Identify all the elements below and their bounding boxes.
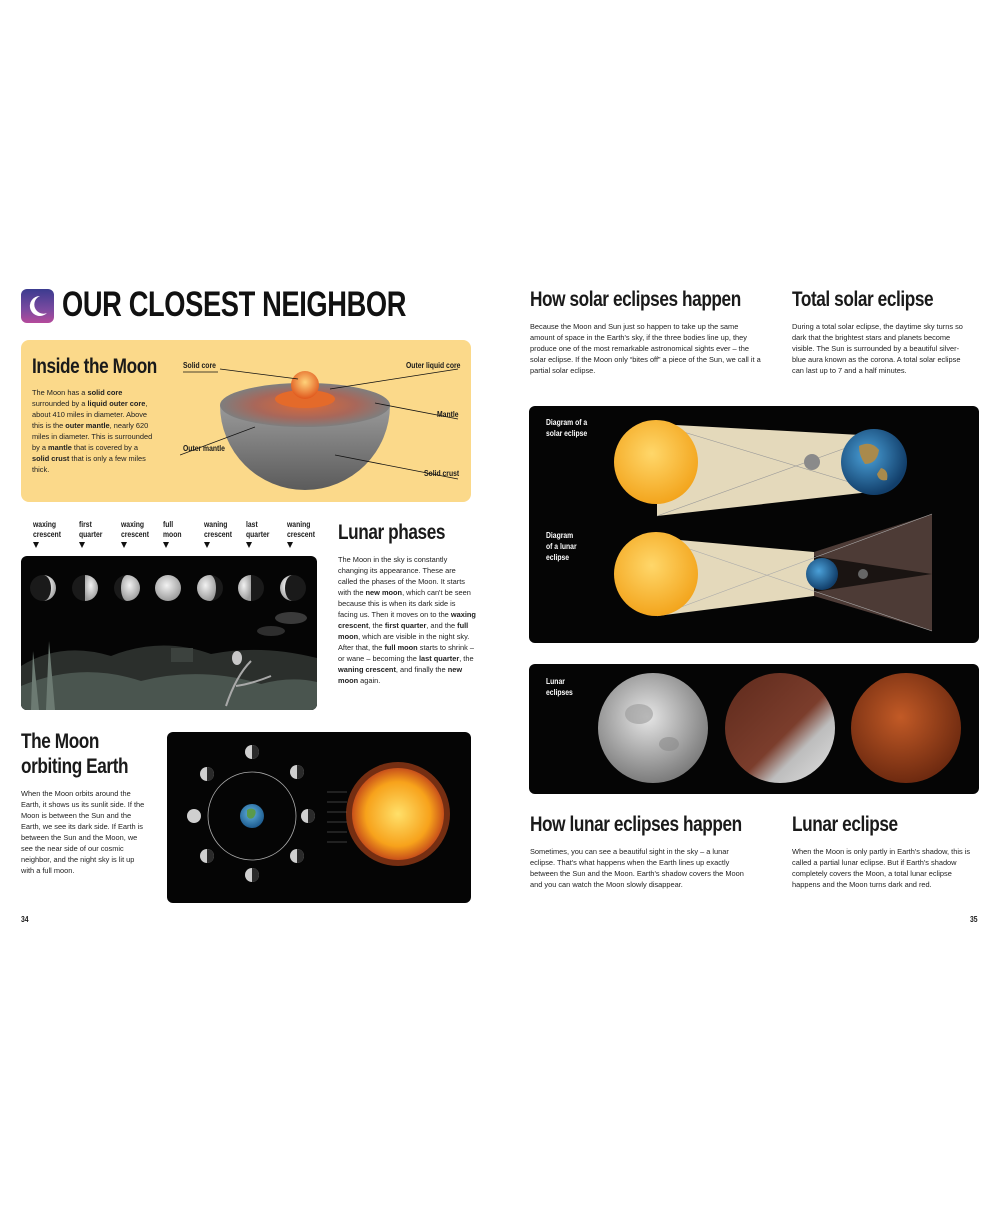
phase-label-item: full moon <box>163 520 185 548</box>
page-number-left: 34 <box>21 915 29 924</box>
label-outer-mantle: Outer mantle <box>183 444 225 453</box>
phase-label-item: waning crescent <box>204 520 237 548</box>
eclipse-diagram-illustration <box>529 406 979 643</box>
arrow-down-icon <box>121 542 127 548</box>
phase-label-item: first quarter <box>79 520 107 548</box>
moon-shape <box>804 454 820 470</box>
title-icon <box>21 289 54 323</box>
phase-label-item: last quarter <box>246 520 274 548</box>
label-outer-liquid-core: Outer liquid core <box>406 361 461 370</box>
inside-moon-heading: Inside the Moon <box>32 355 157 378</box>
arrow-down-icon <box>204 542 210 548</box>
lunar-eclipses-panel <box>529 664 979 794</box>
moon-core-shape <box>291 371 319 399</box>
label-solid-core: Solid core <box>183 361 216 370</box>
solar-diagram-label: Diagram of a solar eclipse <box>546 418 588 438</box>
lunar-eclipses-label: Lunar eclipses <box>546 677 573 697</box>
orbit-illustration <box>167 732 471 903</box>
lunar-how-text: Sometimes, you can see a beautiful sight in the sky – a lunar eclipse. That's what happens when the Earth lines up exactly between the Sun and the Moon. Earth's shadow covers the Moon and you can watch the Moon slowly disappear. <box>530 847 744 889</box>
lunar-phases-text: The Moon in the sky is constantly changing its appearance. These are called the phases of the Moon. It starts with the new moon, which can't be seen because this is when its dark side is facing us. Then it moves on to the waxing crescent, the first quarter, and the full moon, which are visible in the night sky. After that, the full moon starts to shrink – or wane – becoming the last quarter, the waning crescent, and finally the new moon again. <box>338 555 476 685</box>
page-number-right: 35 <box>970 915 978 924</box>
page-title: OUR CLOSEST NEIGHBOR <box>62 285 407 324</box>
earth-shape <box>841 429 907 495</box>
phase-moons <box>30 575 306 601</box>
arrow-down-icon <box>163 542 169 548</box>
arrow-down-icon <box>246 542 252 548</box>
label-mantle: Mantle <box>437 410 459 419</box>
inside-moon-text: The Moon has a solid core surrounded by a liquid outer core, about 410 miles in diameter. Above this is the outer mantle, nearly 620 miles in diameter. This is surrounded by a mantle that is covered by a solid crust that is only a few miles thick. <box>32 388 153 474</box>
phase-label-item: waxing crescent <box>121 520 154 548</box>
sun-shape <box>614 532 698 616</box>
lunar-phases-heading: Lunar phases <box>338 521 446 544</box>
phase-label-item: waning crescent <box>287 520 320 548</box>
crescent-moon-icon <box>21 289 54 323</box>
total-eclipse-moon-shape <box>851 673 961 783</box>
phase-labels-row <box>33 520 323 552</box>
orbit-text: When the Moon orbits around the Earth, it shows us its sunlit side. If the Moon is between the Sun and the Earth, we see its dark side. If Earth is between the Sun and the Moon, we see the near side of our cosmic neighbor, and the night sky is lit up with a full moon. <box>21 789 145 875</box>
eclipse-diagram-panel <box>529 406 979 643</box>
owl-shape <box>232 651 242 665</box>
arrow-down-icon <box>33 542 39 548</box>
orbit-panel <box>167 732 471 903</box>
earth-shape <box>806 558 838 590</box>
solar-how-heading: How solar eclipses happen <box>530 288 741 311</box>
lunar-eclipses-illustration <box>529 664 979 794</box>
lunar-diagram-label: Diagram of a lunar eclipse <box>546 531 577 562</box>
lunar-eclipse-heading: Lunar eclipse <box>792 813 898 836</box>
lunar-how-heading: How lunar eclipses happen <box>530 813 742 836</box>
orbit-heading-line2: orbiting Earth <box>21 755 129 778</box>
phase-label-item: waxing crescent <box>33 520 66 548</box>
lunar-eclipse-text: When the Moon is only partly in Earth's shadow, this is called a partial lunar eclipse. But if Earth's shadow completely covers the Moon, a total lunar eclipse happens and the Moon turns dark and red. <box>792 847 971 889</box>
moon-shape <box>858 569 868 579</box>
arrow-down-icon <box>287 542 293 548</box>
total-solar-heading: Total solar eclipse <box>792 288 934 311</box>
sun-shape <box>352 768 444 860</box>
moon-cross-section-illustration <box>180 355 465 495</box>
moon-phases-illustration <box>21 556 317 710</box>
orbit-heading-line1: The Moon <box>21 730 100 753</box>
sun-shape <box>614 420 698 504</box>
arrow-down-icon <box>79 542 85 548</box>
partial-eclipse-moon-shape <box>725 673 835 783</box>
solar-how-text: Because the Moon and Sun just so happen to take up the same amount of space in the Earth's sky, if the three bodies line up, they produce one of the most remarkable astronomical sights ever – the solar eclipse. If the Moon only “bites off” a piece of the Sun, we call it a partial solar eclipse. <box>530 322 761 375</box>
full-moon-shape <box>598 673 708 783</box>
label-solid-crust: Solid crust <box>424 469 460 478</box>
moon-phases-panel <box>21 556 317 710</box>
total-solar-text: During a total solar eclipse, the daytime sky turns so dark that the brightest stars and planets become visible. The Sun is surrounded by a beautiful silver-blue aura known as the corona. A total solar eclipse can last up to 7 and a half minutes. <box>792 322 963 375</box>
